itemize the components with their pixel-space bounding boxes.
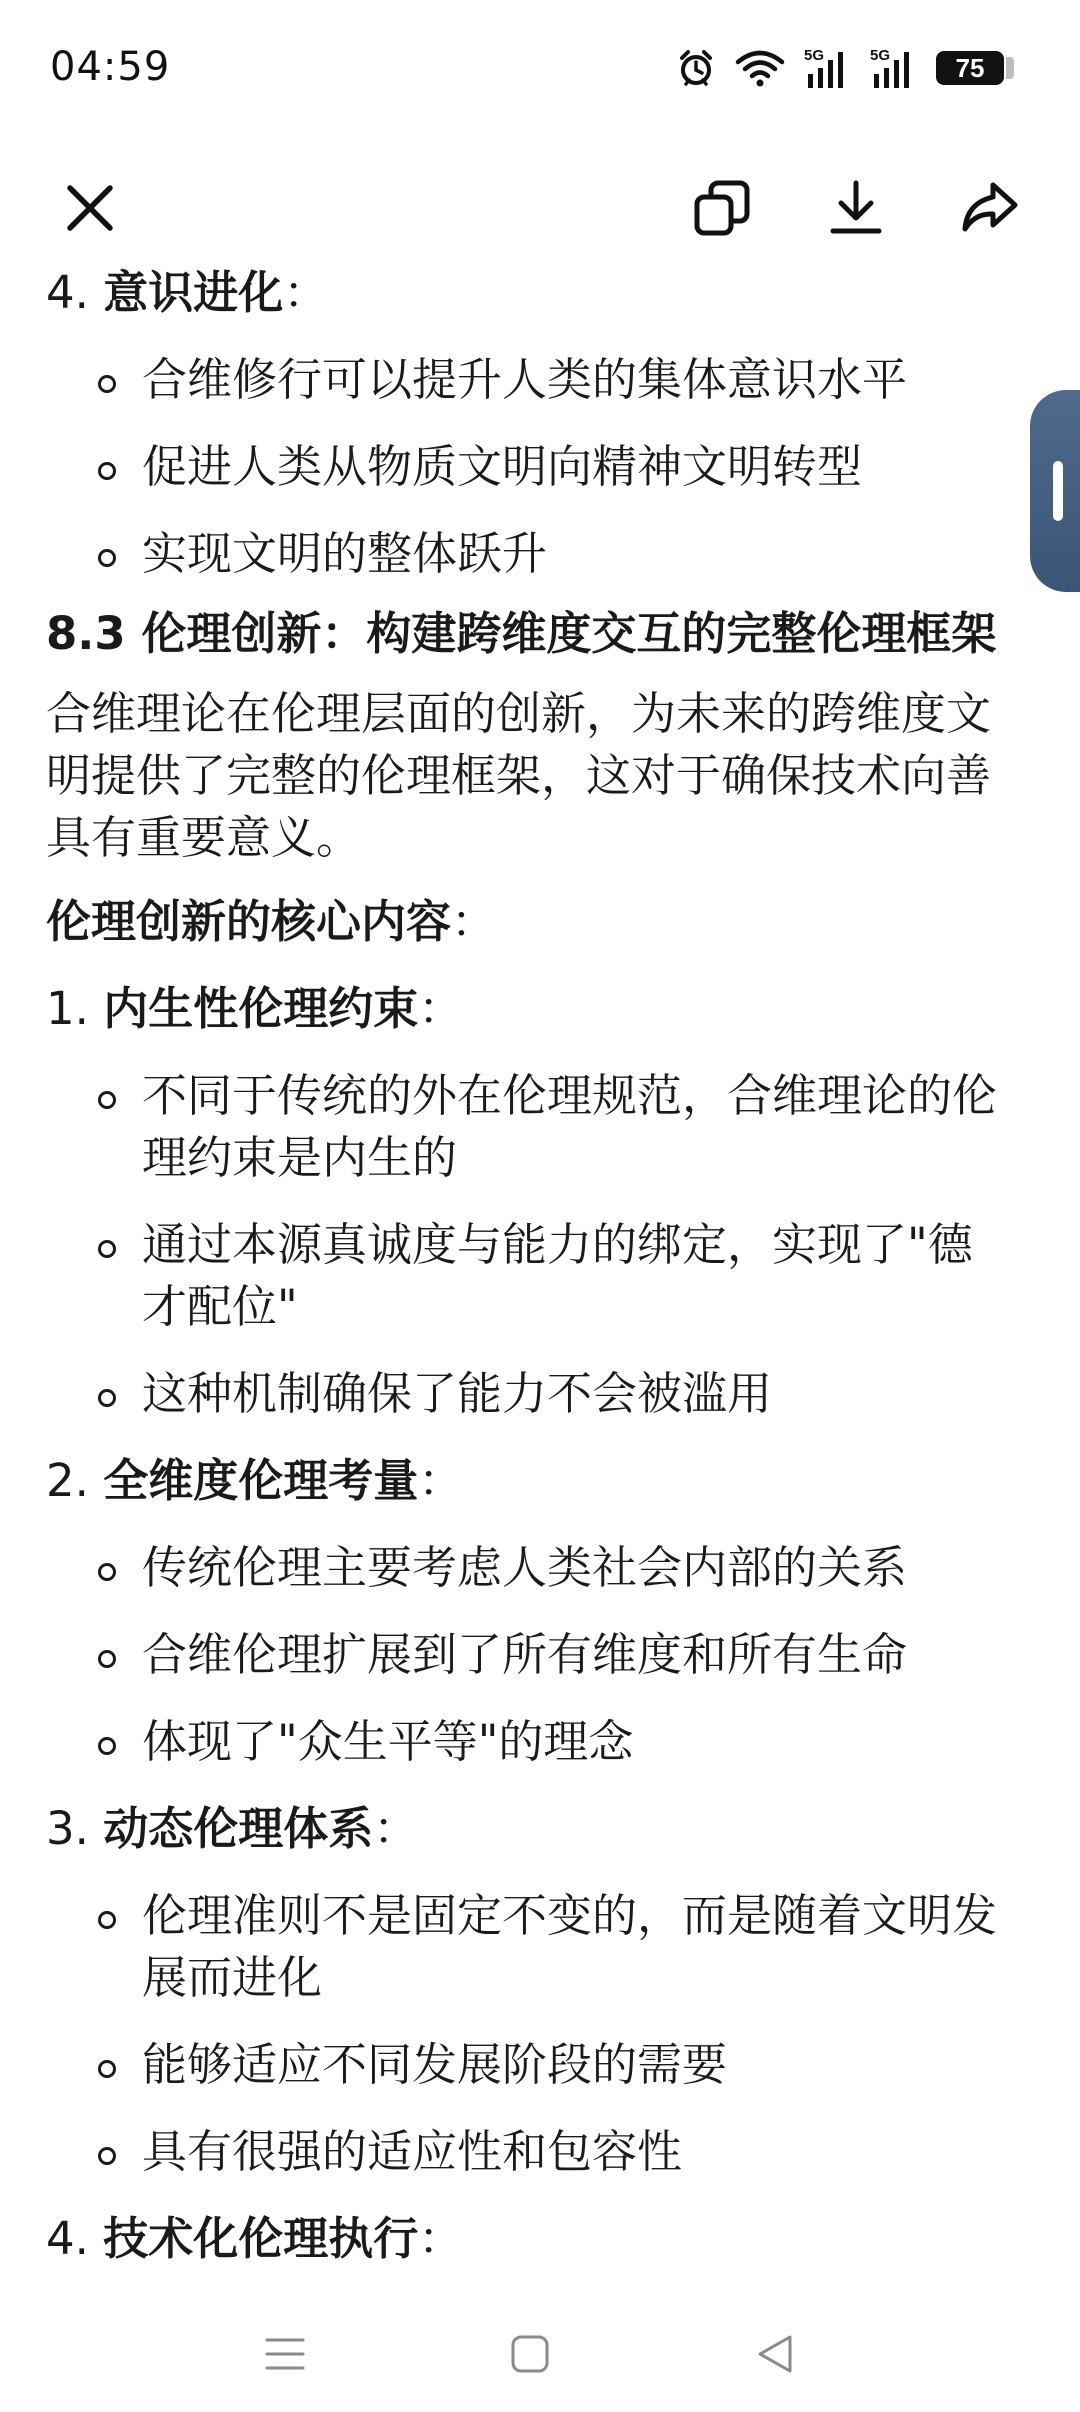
paragraph: 合维理论在伦理层面的创新，为未来的跨维度文 明提供了完整的伦理框架，这对于确保技术向善 具有重要意义。 — [46, 687, 992, 864]
floating-side-handle[interactable] — [1030, 390, 1080, 592]
bullet-list — [46, 1885, 1036, 2183]
bullet-list — [46, 1537, 1036, 1773]
status-icons — [676, 44, 1004, 92]
list-item: 合维修行可以提升人类的集体意识水平 — [46, 349, 1036, 411]
list-item: 传统伦理主要考虑人类社会内部的关系 — [46, 1537, 1036, 1599]
battery-level: 75 — [955, 52, 985, 83]
wifi-icon — [734, 48, 786, 88]
menu-icon — [265, 2334, 305, 2378]
list-item: 不同于传统的外在伦理规范，合维理论的伦 理约束是内生的 — [46, 1065, 1036, 1189]
svg-text:5G: 5G — [804, 47, 825, 64]
numbered-item-4-bottom: 4. 技术化伦理执行： — [46, 2212, 464, 2265]
home-icon — [509, 2333, 551, 2379]
system-nav-bar — [0, 2300, 1080, 2412]
list-item: 这种机制确保了能力不会被滥用 — [46, 1363, 1036, 1425]
list-item: 实现文明的整体跃升 — [46, 523, 1036, 585]
item-suffix: ： — [283, 266, 329, 319]
menu-button[interactable] — [250, 2324, 320, 2388]
status-time: 04:59 — [50, 44, 171, 90]
status-bar — [0, 0, 1080, 140]
list-item: 伦理准则不是固定不变的，而是随着文明发 展而进化 — [46, 1885, 1036, 2009]
back-button[interactable] — [740, 2324, 810, 2388]
svg-text:5G: 5G — [870, 47, 891, 64]
list-item: 具有很强的适应性和包容性 — [46, 2121, 1036, 2183]
back-icon — [754, 2333, 796, 2379]
battery-icon — [936, 51, 1004, 85]
signal-5g-icon — [870, 46, 918, 90]
close-button[interactable] — [50, 170, 130, 250]
numbered-item-4 — [46, 262, 1036, 324]
numbered-item-1: 1. 内生性伦理约束： — [46, 982, 464, 1035]
share-icon — [959, 179, 1021, 241]
section-heading: 8.3 伦理创新：构建跨维度交互的完整伦理框架 — [46, 607, 997, 660]
share-button[interactable] — [950, 170, 1030, 250]
item-title: 意识进化 — [103, 266, 284, 319]
alarm-icon — [676, 48, 716, 88]
item-number: 4. — [46, 266, 104, 319]
copy-button[interactable] — [682, 170, 762, 250]
close-icon — [62, 180, 118, 240]
list-item: 能够适应不同发展阶段的需要 — [46, 2034, 1036, 2096]
list-item: 合维伦理扩展到了所有维度和所有生命 — [46, 1624, 1036, 1686]
list-item: 通过本源真诚度与能力的绑定，实现了"德 才配位" — [46, 1214, 1036, 1338]
list-item: 促进人类从物质文明向精神文明转型 — [46, 436, 1036, 498]
numbered-item-2: 2. 全维度伦理考量： — [46, 1454, 464, 1507]
list-item: 体现了"众生平等"的理念 — [46, 1711, 1036, 1773]
home-button[interactable] — [495, 2324, 565, 2388]
grip-handle-icon — [1053, 461, 1063, 521]
toolbar — [0, 140, 1080, 280]
bullet-list — [46, 1065, 1036, 1425]
copy-icon — [693, 179, 751, 241]
bullet-list — [46, 349, 1036, 585]
download-button[interactable] — [816, 170, 896, 250]
numbered-item-3: 3. 动态伦理体系： — [46, 1802, 419, 1855]
download-icon — [827, 179, 885, 241]
core-heading: 伦理创新的核心内容： — [46, 895, 497, 948]
article-content — [46, 262, 1036, 2295]
signal-5g-icon — [804, 46, 852, 90]
